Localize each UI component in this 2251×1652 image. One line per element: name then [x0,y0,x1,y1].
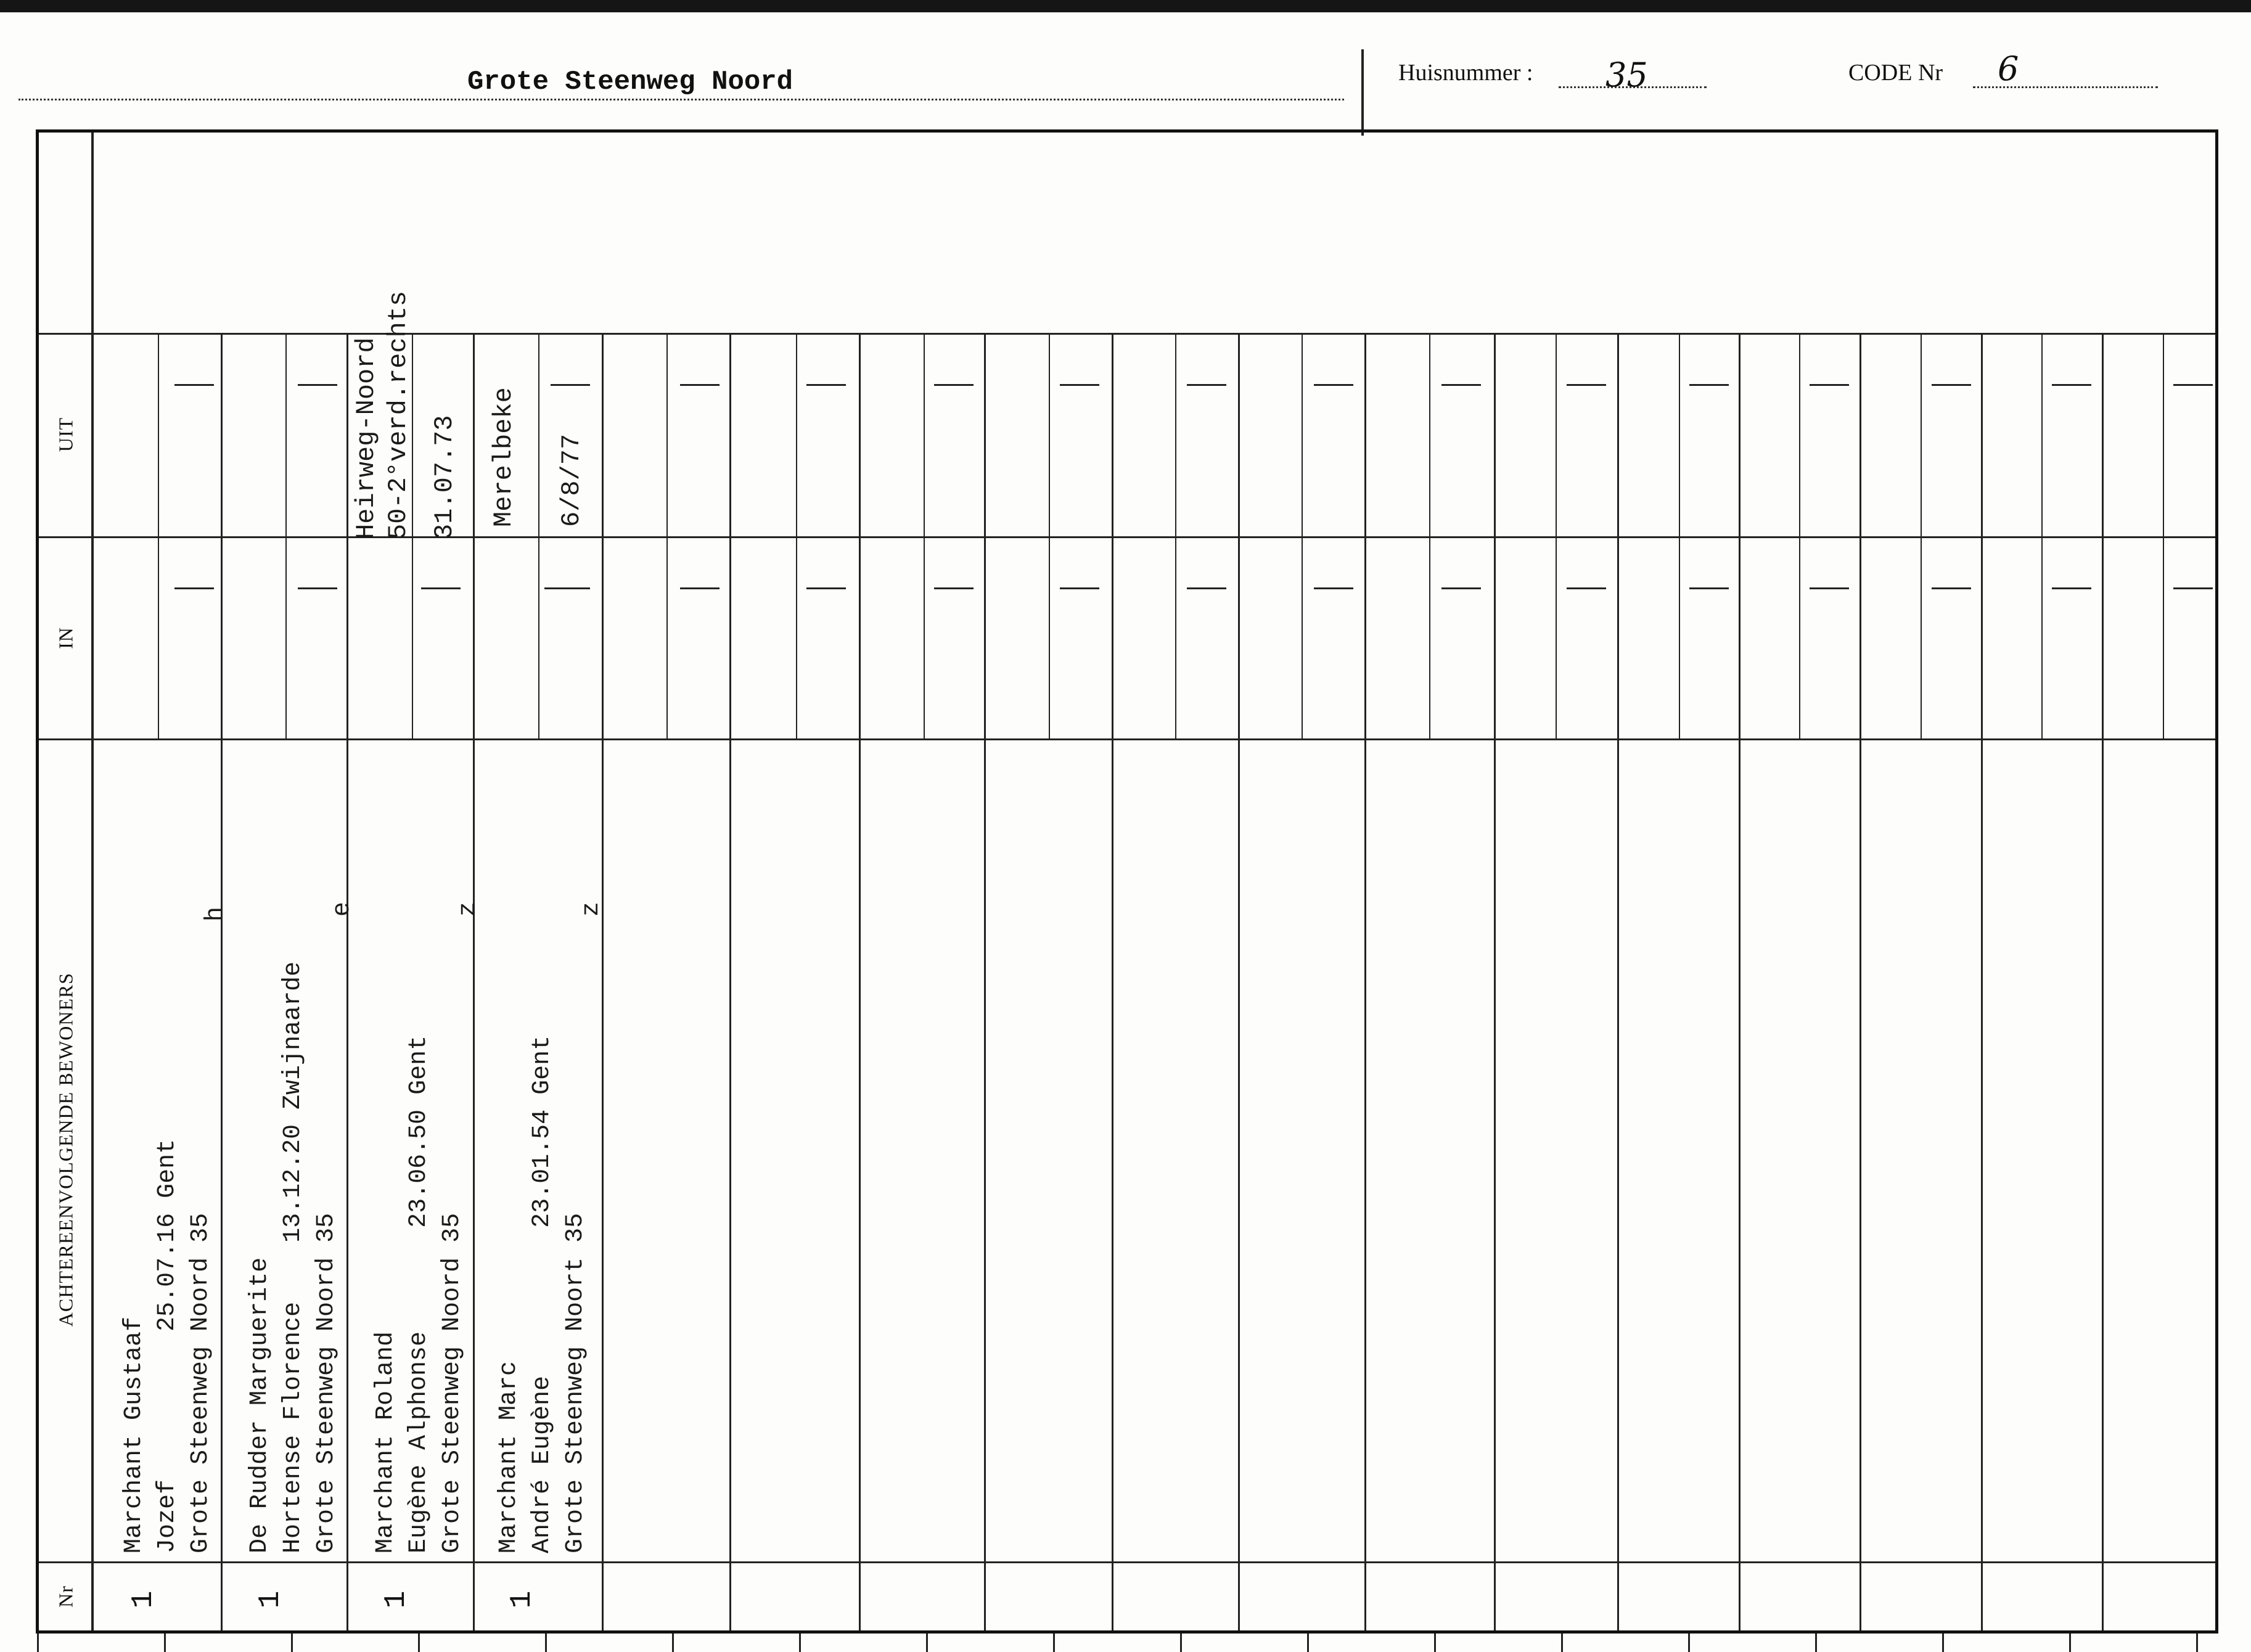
resident-address: Grote Steenweg Noord 35 [187,1212,215,1553]
column-divider-major [1859,333,1861,1630]
ruler-tick [2196,1634,2198,1652]
column-divider-minor [158,333,159,740]
resident-uit-place: Heirweg-Noord 50-2°verd.rechts [351,290,413,539]
column-divider-minor [796,333,797,740]
column-divider-minor [1175,333,1176,740]
empty-dash [1187,587,1226,589]
resident-address: Grote Steenweg Noord 35 [313,1212,340,1553]
ruler-tick [545,1634,547,1652]
empty-dash [1689,587,1729,589]
column-divider-minor [1799,333,1800,740]
ruler-tick [926,1634,928,1652]
resident-uit-place: Merelbeke [489,387,519,527]
huisnummer-label: Huisnummer : [1398,60,1533,86]
empty-dash [1932,384,1971,386]
resident-mark: h [202,906,229,922]
resident-given-names: Eugène Alphonse 23.06.50 Gent [405,1035,433,1553]
empty-dash [174,384,214,386]
column-divider-minor [1679,333,1680,740]
divider-in-bewoners [39,738,2215,740]
column-divider-minor [538,333,539,740]
empty-dash [174,587,214,589]
divider-bewoners-nr [39,1561,2215,1563]
resident-address: Grote Steenweg Noort 35 [562,1212,589,1553]
empty-dash [1932,587,1971,589]
scan-top-border [0,0,2251,12]
ruler-tick [37,1634,39,1652]
empty-dash [551,384,590,386]
empty-dash [806,587,846,589]
column-divider-minor [285,333,287,740]
huisnummer-value: 35 [1605,55,1648,94]
ruler-tick [1815,1634,1817,1652]
empty-dash [2052,587,2091,589]
label-column-divider [91,133,94,1630]
column-divider-major [1981,333,1983,1630]
empty-dash [1187,384,1226,386]
ruler-tick [1180,1634,1182,1652]
empty-dash [806,384,846,386]
ruler-tick [1942,1634,1944,1652]
empty-dash [298,384,337,386]
column-divider-minor [1302,333,1303,740]
resident-nr: 1 [254,1590,287,1609]
column-divider-minor [1921,333,1922,740]
resident-nr: 1 [506,1590,539,1609]
column-divider-major [729,333,731,1630]
resident-given-names: Hortense Florence 13.12.20 Zwijnaarde [279,961,307,1553]
column-divider-minor [2041,333,2043,740]
resident-mark: e [329,901,356,917]
empty-dash [1314,384,1353,386]
section-label-nr: Nr [54,1585,77,1608]
ruler-tick [418,1634,420,1652]
empty-dash [1810,587,1849,589]
empty-dash [544,587,584,589]
section-label-uit: UIT [54,417,77,452]
ruler-tick [799,1634,801,1652]
resident-name: Marchant Roland [372,1331,400,1553]
column-divider-major [1364,333,1366,1630]
empty-dash [1441,384,1481,386]
column-divider-major [2102,333,2104,1630]
empty-dash [1441,587,1481,589]
column-divider-minor [1429,333,1430,740]
empty-dash [680,587,720,589]
ruler-tick [2069,1634,2071,1652]
ruler-tick [1688,1634,1690,1652]
column-divider-major [1494,333,1496,1630]
column-divider-major [346,333,348,1630]
empty-dash [680,384,720,386]
street-name: Grote Steenweg Noord [464,67,797,97]
column-divider-major [1739,333,1741,1630]
resident-address: Grote Steenweg Noord 35 [438,1212,466,1553]
empty-dash [2173,587,2213,589]
resident-mark: z [578,901,605,917]
column-divider-major [1112,333,1113,1630]
resident-mark: z [454,901,482,917]
column-divider-minor [924,333,925,740]
ruler-tick [164,1634,166,1652]
column-divider-major [1238,333,1240,1630]
resident-name: Marchant Marc [495,1360,523,1553]
empty-dash [421,587,461,589]
empty-dash [298,587,337,589]
column-divider-major [602,333,604,1630]
empty-dash [934,384,974,386]
empty-dash [934,587,974,589]
column-divider-minor [666,333,668,740]
empty-dash [1689,384,1729,386]
ruler-tick [672,1634,674,1652]
resident-nr: 1 [127,1590,160,1609]
ruler-tick [1434,1634,1436,1652]
empty-dash [2052,384,2091,386]
empty-dash [1060,384,1099,386]
code-label: CODE Nr [1848,60,1943,86]
form-header [0,12,2251,129]
section-label-in: IN [54,627,77,649]
empty-dash [1567,587,1606,589]
resident-uit-date: 6/8/77 [557,433,586,527]
column-divider-major [859,333,861,1630]
column-divider-minor [1556,333,1557,740]
column-divider-major [1617,333,1619,1630]
ruler-tick [1307,1634,1309,1652]
empty-dash [2173,384,2213,386]
empty-dash [1314,587,1353,589]
empty-dash [1060,587,1099,589]
column-divider-major [984,333,986,1630]
street-dotted-line [18,99,1344,100]
section-label-bewoners: ACHTEREENVOLGENDE BEWONERS [54,972,77,1327]
code-value: 6 [1998,49,2019,88]
resident-given-names: Jozef 25.07.16 Gent [154,1139,181,1553]
ruler-tick [1561,1634,1563,1652]
resident-name: Marchant Gustaaf [120,1316,148,1553]
resident-name: De Rudder Marguerite [246,1257,274,1553]
register-form [36,129,2218,1634]
empty-dash [1810,384,1849,386]
resident-uit-date: 31.07.73 [430,415,459,539]
empty-dash [1567,384,1606,386]
header-divider [1361,49,1364,136]
resident-nr: 1 [380,1590,413,1609]
column-divider-minor [1049,333,1050,740]
column-divider-minor [2163,333,2164,740]
ruler-tick [1053,1634,1055,1652]
column-divider-major [221,333,223,1630]
column-divider-major [473,333,475,1630]
resident-given-names: André Eugène 23.01.54 Gent [528,1035,556,1553]
ruler-tick [291,1634,293,1652]
